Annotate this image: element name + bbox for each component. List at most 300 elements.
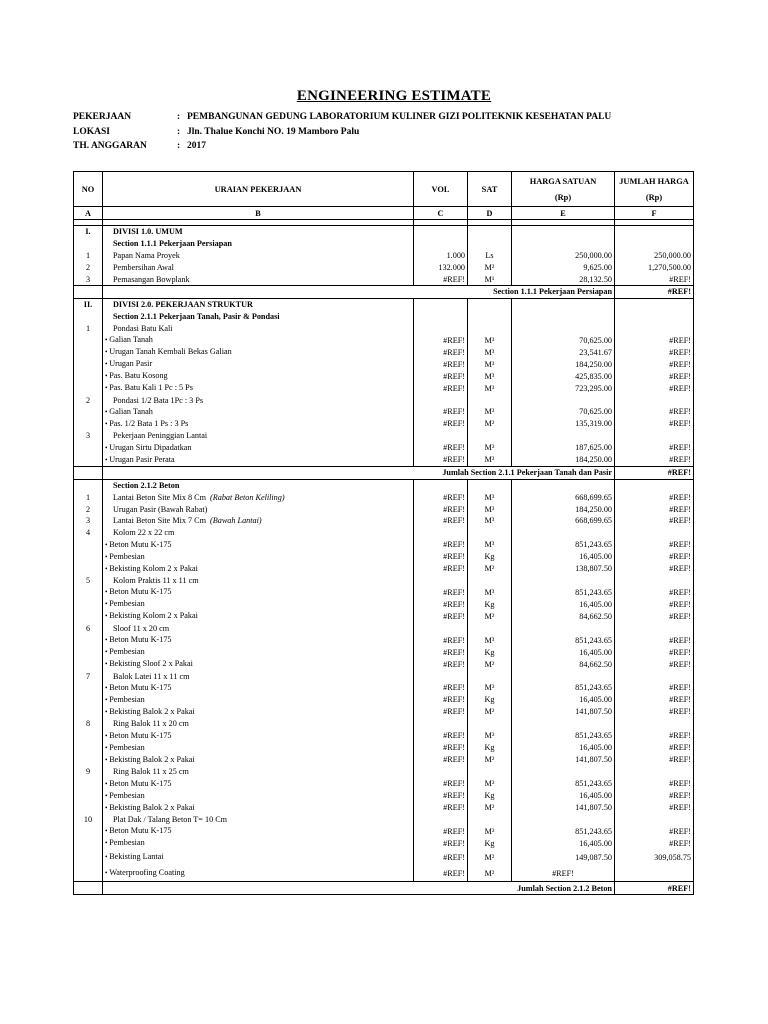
bullet-icon: • (105, 779, 110, 788)
unit-price-cell: 250,000.00 (512, 250, 615, 262)
total-price-cell: #REF! (615, 515, 694, 527)
row-number (74, 790, 103, 802)
unit-cell: Kg (468, 694, 512, 706)
volume-cell: #REF! (414, 730, 468, 742)
unit-cell: Ls (468, 250, 512, 262)
table-row (74, 551, 694, 563)
total-price-cell: #REF! (615, 790, 694, 802)
unit-cell: M³ (468, 346, 512, 358)
total-price-cell: #REF! (615, 610, 694, 622)
row-description (103, 358, 414, 370)
bullet-icon: • (105, 803, 110, 812)
row-number (74, 454, 103, 467)
volume-cell (414, 311, 468, 323)
table-row (74, 454, 694, 467)
description-text: Galian Tanah (109, 335, 153, 345)
table-row (74, 802, 694, 814)
row-number: 3 (74, 273, 103, 285)
row-number (74, 598, 103, 610)
unit-cell: M³ (468, 539, 512, 551)
row-description (103, 814, 414, 826)
group-row (74, 575, 694, 587)
unit-cell (468, 394, 512, 406)
row-number (74, 646, 103, 658)
description-text: Urugan Pasir Perata (109, 454, 175, 464)
unit-price-cell (512, 718, 615, 730)
row-number: 3 (74, 515, 103, 527)
bullet-icon: • (105, 443, 110, 452)
row-description (103, 766, 414, 778)
volume-cell: #REF! (414, 790, 468, 802)
total-price-cell: 309,058.75 (615, 849, 694, 865)
row-description (103, 551, 414, 563)
unit-price-cell (512, 311, 615, 323)
row-number (74, 849, 103, 865)
description-text: Pekerjaan Peninggian Lantai (113, 431, 208, 441)
unit-price-cell: 84,662.50 (512, 658, 615, 670)
description-text: Papan Nama Proyek (113, 250, 180, 260)
table-row (74, 346, 694, 358)
description-text: Pemasangan Bowplank (113, 274, 190, 284)
unit-cell: M¹ (468, 273, 512, 285)
unit-price-cell: 16,405.00 (512, 837, 615, 849)
row-description (103, 670, 414, 682)
row-number (74, 742, 103, 754)
volume-cell: #REF! (414, 598, 468, 610)
row-number: 9 (74, 766, 103, 778)
header-harga (512, 172, 615, 207)
unit-price-cell: 138,807.50 (512, 563, 615, 575)
unit-cell: Kg (468, 837, 512, 849)
project-info (73, 110, 611, 154)
description-text: Ring Balok 11 x 20 cm (113, 719, 189, 729)
volume-cell: #REF! (414, 406, 468, 418)
table-letter-row (74, 207, 694, 220)
letter-cell: C (414, 207, 468, 220)
row-number (74, 682, 103, 694)
total-price-cell: #REF! (615, 418, 694, 430)
row-description (103, 226, 414, 238)
total-price-cell: #REF! (615, 778, 694, 790)
row-description (103, 575, 414, 587)
info-row-anggaran (73, 139, 611, 154)
total-price-cell: #REF! (615, 598, 694, 610)
unit-cell: M³ (468, 454, 512, 467)
unit-cell (468, 238, 512, 250)
header-uraian: URAIAN PEKERJAAN (103, 172, 414, 207)
unit-price-cell: 141,807.50 (512, 802, 615, 814)
volume-cell: #REF! (414, 586, 468, 598)
volume-cell (414, 430, 468, 442)
table-row (74, 586, 694, 598)
unit-price-cell: 16,405.00 (512, 598, 615, 610)
volume-cell: #REF! (414, 802, 468, 814)
table-row (74, 865, 694, 882)
unit-cell: M³ (468, 491, 512, 503)
unit-price-cell: 668,699.65 (512, 491, 615, 503)
volume-cell (414, 394, 468, 406)
unit-cell (468, 575, 512, 587)
description-text: Pas. Batu Kali 1 Pc : 5 Ps (109, 383, 193, 393)
volume-cell (414, 622, 468, 634)
volume-cell: #REF! (414, 694, 468, 706)
bullet-icon: • (105, 636, 110, 645)
row-number (74, 586, 103, 598)
description-text: Urugan Pasir (Bawah Rabat) (113, 504, 208, 514)
row-number: 1 (74, 250, 103, 262)
total-price-cell (615, 322, 694, 334)
unit-cell: M² (468, 849, 512, 865)
total-price-cell: #REF! (615, 334, 694, 346)
section-row (74, 311, 694, 323)
total-price-cell: 250,000.00 (615, 250, 694, 262)
row-description (103, 527, 414, 539)
volume-cell (414, 527, 468, 539)
row-number (74, 311, 103, 323)
unit-price-cell: 187,625.00 (512, 442, 615, 454)
bullet-icon: • (105, 839, 110, 848)
row-number: 7 (74, 670, 103, 682)
volume-cell (414, 322, 468, 334)
volume-cell: #REF! (414, 658, 468, 670)
unit-price-cell: 851,243.65 (512, 682, 615, 694)
row-description (103, 334, 414, 346)
description-text: Section 1.1.1 Pekerjaan Persiapan (113, 239, 232, 249)
section-total-value: #REF! (615, 466, 694, 479)
row-description (103, 322, 414, 334)
table-row (74, 382, 694, 394)
unit-cell: M³ (468, 370, 512, 382)
row-number (74, 865, 103, 882)
description-text: Balok Latei 11 x 11 cm (113, 671, 190, 681)
row-description (103, 273, 414, 285)
total-price-cell: #REF! (615, 706, 694, 718)
row-description (103, 346, 414, 358)
row-description (103, 250, 414, 262)
unit-cell: M² (468, 865, 512, 882)
unit-price-cell: 851,243.65 (512, 778, 615, 790)
unit-price-cell: 141,807.50 (512, 754, 615, 766)
info-colon: : (177, 126, 181, 137)
total-price-cell (615, 311, 694, 323)
table-row (74, 778, 694, 790)
section-total-row (74, 882, 694, 895)
description-text: Galian Tanah (109, 406, 153, 416)
unit-cell: Kg (468, 790, 512, 802)
empty-cell (74, 285, 103, 298)
volume-cell (414, 238, 468, 250)
volume-cell: #REF! (414, 742, 468, 754)
group-row (74, 527, 694, 539)
table-row (74, 539, 694, 551)
unit-price-cell: 84,662.50 (512, 610, 615, 622)
volume-cell: #REF! (414, 551, 468, 563)
row-description (103, 430, 414, 442)
total-price-cell (615, 718, 694, 730)
unit-price-cell: 149,087.50 (512, 849, 615, 865)
row-description (103, 730, 414, 742)
info-row-pekerjaan (73, 110, 611, 125)
total-price-cell (615, 238, 694, 250)
row-description (103, 706, 414, 718)
empty-cell (74, 882, 103, 895)
table-row (74, 742, 694, 754)
total-price-cell (615, 527, 694, 539)
letter-cell: E (512, 207, 615, 220)
total-price-cell (615, 298, 694, 310)
table-row (74, 610, 694, 622)
table-body (74, 220, 694, 895)
volume-cell (414, 670, 468, 682)
bullet-icon: • (105, 540, 110, 549)
table-row (74, 790, 694, 802)
description-text: Pembesian (109, 551, 145, 561)
bullet-icon: • (105, 869, 110, 878)
row-description (103, 634, 414, 646)
unit-price-cell (512, 430, 615, 442)
unit-cell: M² (468, 802, 512, 814)
description-text: Section 2.1.2 Beton (113, 480, 180, 490)
unit-cell: M³ (468, 382, 512, 394)
description-text: Waterproofing Coating (109, 868, 185, 878)
description-text: Pembesian (109, 694, 145, 704)
volume-cell: #REF! (414, 646, 468, 658)
description-text: Beton Mutu K-175 (109, 539, 172, 549)
row-description (103, 503, 414, 515)
bullet-icon: • (105, 600, 110, 609)
total-price-cell: #REF! (615, 346, 694, 358)
row-number: 1 (74, 322, 103, 334)
description-text: Lantai Beton Site Mix 7 Cm (113, 516, 207, 526)
row-description (103, 442, 414, 454)
total-price-cell: #REF! (615, 358, 694, 370)
unit-cell (468, 718, 512, 730)
row-number (74, 358, 103, 370)
unit-cell: M² (468, 418, 512, 430)
total-price-cell: #REF! (615, 754, 694, 766)
total-price-cell: #REF! (615, 406, 694, 418)
description-text: Bekisting Balok 2 x Pakai (109, 706, 195, 716)
letter-cell: B (103, 207, 414, 220)
unit-price-cell: 184,250.00 (512, 454, 615, 467)
row-number (74, 442, 103, 454)
table-row (74, 849, 694, 865)
description-text: Urugan Pasir (109, 359, 153, 369)
unit-price-cell (512, 298, 615, 310)
unit-price-cell: 851,243.65 (512, 586, 615, 598)
row-description (103, 454, 414, 467)
table-row (74, 503, 694, 515)
group-row (74, 670, 694, 682)
total-price-cell (615, 479, 694, 491)
unit-price-cell (512, 226, 615, 238)
group-row (74, 718, 694, 730)
volume-cell: #REF! (414, 610, 468, 622)
row-number (74, 694, 103, 706)
row-number (74, 418, 103, 430)
bullet-icon: • (105, 348, 110, 357)
row-number (74, 563, 103, 575)
row-number: 3 (74, 430, 103, 442)
volume-cell: #REF! (414, 454, 468, 467)
table-row (74, 837, 694, 849)
volume-cell: #REF! (414, 825, 468, 837)
total-price-cell: #REF! (615, 802, 694, 814)
unit-cell: M³ (468, 586, 512, 598)
unit-cell: M³ (468, 406, 512, 418)
bullet-icon: • (105, 791, 110, 800)
total-price-cell (615, 865, 694, 882)
volume-cell (414, 718, 468, 730)
table-row (74, 334, 694, 346)
total-price-cell: #REF! (615, 837, 694, 849)
volume-cell: #REF! (414, 346, 468, 358)
bullet-icon: • (105, 564, 110, 573)
unit-cell: M³ (468, 503, 512, 515)
description-text: Urugan Tanah Kembali Bekas Galian (109, 347, 232, 357)
unit-cell: M³ (468, 634, 512, 646)
total-price-cell: #REF! (615, 658, 694, 670)
total-price-cell: #REF! (615, 442, 694, 454)
row-description (103, 394, 414, 406)
row-description (103, 849, 414, 865)
row-number (74, 370, 103, 382)
row-description (103, 802, 414, 814)
unit-price-cell (512, 322, 615, 334)
volume-cell: #REF! (414, 515, 468, 527)
table-row (74, 682, 694, 694)
volume-cell: #REF! (414, 634, 468, 646)
bullet-icon: • (105, 695, 110, 704)
description-text: Section 2.1.1 Pekerjaan Tanah, Pasir & Pondasi (113, 311, 280, 321)
table-row (74, 370, 694, 382)
unit-cell: M² (468, 658, 512, 670)
description-text: Ring Balok 11 x 25 cm (113, 767, 189, 777)
letter-cell: A (74, 207, 103, 220)
unit-cell: Kg (468, 551, 512, 563)
total-price-cell (615, 575, 694, 587)
description-text: Beton Mutu K-175 (109, 682, 172, 692)
section-total-row (74, 466, 694, 479)
unit-price-cell: #REF! (512, 865, 615, 882)
bullet-icon: • (105, 336, 110, 345)
description-text: Pembersihan Awal (113, 262, 174, 272)
total-price-cell: #REF! (615, 382, 694, 394)
header-harga-line2: (Rp) (554, 192, 572, 202)
row-description (103, 238, 414, 250)
bullet-icon: • (105, 552, 110, 561)
bullet-icon: • (105, 588, 110, 597)
unit-price-cell (512, 575, 615, 587)
unit-price-cell: 28,132.50 (512, 273, 615, 285)
header-vol: VOL (414, 172, 468, 207)
bullet-icon: • (105, 660, 110, 669)
unit-price-cell: 16,405.00 (512, 646, 615, 658)
unit-cell (468, 479, 512, 491)
section-total-value: #REF! (615, 285, 694, 298)
volume-cell: #REF! (414, 682, 468, 694)
unit-price-cell: 16,405.00 (512, 790, 615, 802)
row-description (103, 742, 414, 754)
table-row (74, 250, 694, 262)
unit-price-cell: 70,625.00 (512, 334, 615, 346)
unit-cell: M³ (468, 825, 512, 837)
total-price-cell: #REF! (615, 825, 694, 837)
row-description (103, 754, 414, 766)
header-jumlah-line2: (Rp) (645, 192, 663, 202)
volume-cell (414, 226, 468, 238)
row-number: 10 (74, 814, 103, 826)
total-price-cell: #REF! (615, 634, 694, 646)
unit-price-cell: 70,625.00 (512, 406, 615, 418)
unit-cell (468, 527, 512, 539)
row-number: 4 (74, 527, 103, 539)
description-note: (Bawah Lantai) (210, 516, 262, 526)
row-number: II. (74, 298, 103, 310)
row-number: 1 (74, 491, 103, 503)
bullet-icon: • (105, 827, 110, 836)
info-row-lokasi (73, 125, 611, 140)
volume-cell (414, 298, 468, 310)
section-row (74, 479, 694, 491)
unit-cell (468, 766, 512, 778)
row-description (103, 479, 414, 491)
row-description (103, 261, 414, 273)
description-text: Bekisting Kolom 2 x Pakai (109, 611, 198, 621)
unit-cell: M³ (468, 358, 512, 370)
total-price-cell (615, 622, 694, 634)
total-price-cell (615, 430, 694, 442)
row-number (74, 610, 103, 622)
row-number: 2 (74, 261, 103, 273)
header-no: NO (74, 172, 103, 207)
header-harga-line1: HARGA SATUAN (529, 176, 597, 186)
volume-cell: #REF! (414, 382, 468, 394)
description-text: Beton Mutu K-175 (109, 730, 172, 740)
description-text: Pas. Batu Kosong (109, 371, 168, 381)
volume-cell (414, 575, 468, 587)
row-number (74, 238, 103, 250)
info-colon: : (177, 141, 181, 152)
info-value: Jln. Thalue Konchi NO. 19 Mamboro Palu (187, 126, 360, 137)
unit-cell (468, 430, 512, 442)
unit-cell: M² (468, 706, 512, 718)
description-text: Beton Mutu K-175 (109, 778, 172, 788)
unit-cell (468, 814, 512, 826)
total-price-cell: #REF! (615, 551, 694, 563)
description-text: Beton Mutu K-175 (109, 587, 172, 597)
row-description (103, 837, 414, 849)
row-number: 6 (74, 622, 103, 634)
bullet-icon: • (105, 384, 110, 393)
unit-cell: M³ (468, 778, 512, 790)
description-text: Pembesian (109, 647, 145, 657)
row-description (103, 610, 414, 622)
unit-price-cell (512, 766, 615, 778)
bullet-icon: • (105, 731, 110, 740)
table-row (74, 273, 694, 285)
row-description (103, 418, 414, 430)
section-total-value: #REF! (615, 882, 694, 895)
table-header-row (74, 172, 694, 207)
table-row (74, 754, 694, 766)
volume-cell (414, 479, 468, 491)
table-row (74, 563, 694, 575)
description-text: Pembesian (109, 790, 145, 800)
bullet-icon: • (105, 648, 110, 657)
bullet-icon: • (105, 755, 110, 764)
table-row (74, 515, 694, 527)
